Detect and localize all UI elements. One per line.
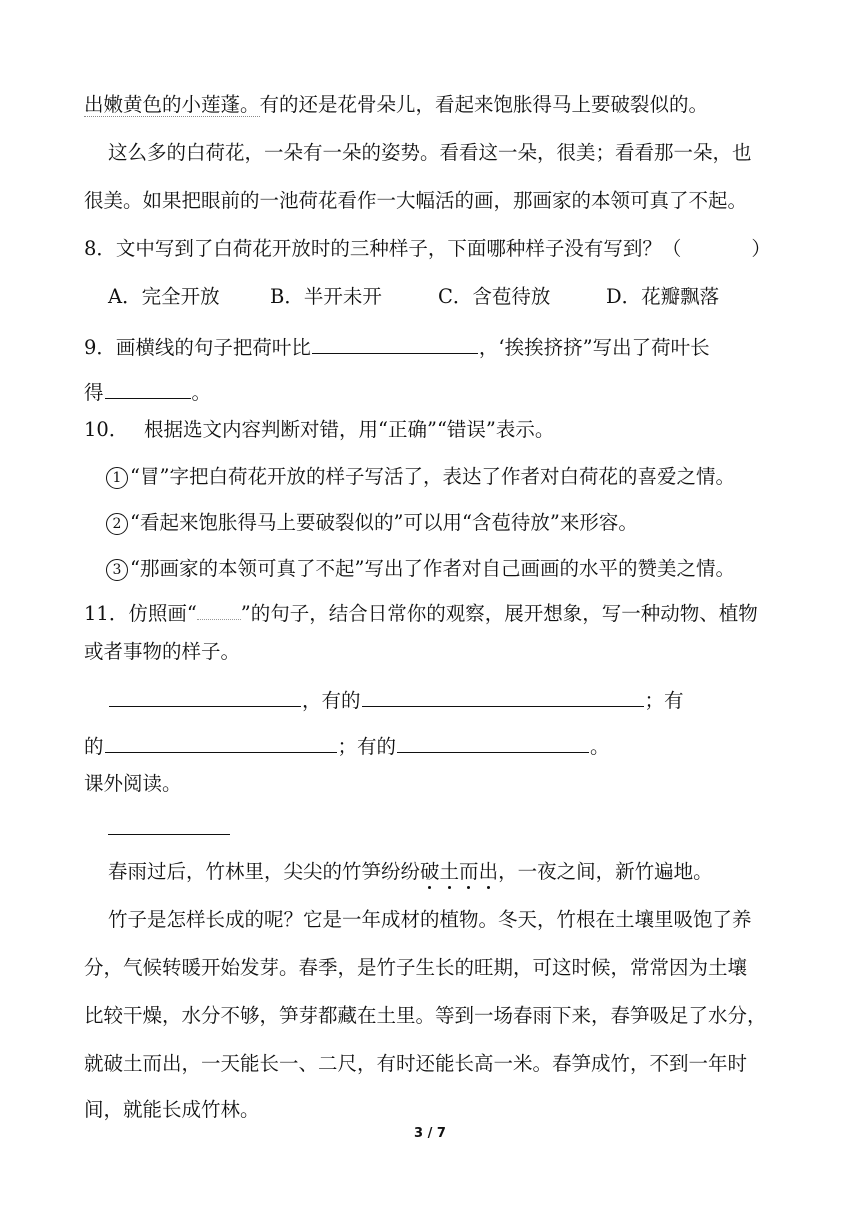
answer-blank[interactable] bbox=[109, 686, 301, 707]
question-9-text: 得 bbox=[84, 381, 104, 404]
emphasis-char: 而 bbox=[459, 860, 479, 883]
wavy-underlined-phrase: 出嫩黄色的小莲蓬。 bbox=[84, 93, 260, 116]
question-8 bbox=[84, 237, 771, 261]
fill-text: ，有的 bbox=[302, 689, 361, 712]
reading-text: 春雨过后，竹林里，尖尖的竹笋纷纷 bbox=[108, 860, 421, 883]
reading-text: ，一夜之间，新竹遍地。 bbox=[498, 860, 713, 883]
question-10-text: 根据选文内容判断对错，用“正确”“错误”表示。 bbox=[144, 418, 555, 441]
judgement-item-3 bbox=[106, 557, 735, 581]
question-8-options bbox=[108, 285, 719, 309]
answer-blank[interactable] bbox=[312, 333, 478, 354]
judgement-text: “看起来饱胀得马上要破裂似的”可以用“含苞待放”来形容。 bbox=[130, 511, 638, 534]
answer-blank[interactable] bbox=[362, 686, 644, 707]
fill-text: 。 bbox=[590, 735, 610, 758]
question-8-text: 8．文中写到了白荷花开放时的三种样子，下面哪种样子没有写到？（ bbox=[84, 237, 682, 260]
passage-line bbox=[84, 93, 708, 117]
question-9-text: 。 bbox=[191, 381, 212, 404]
page-number: 3 / 7 bbox=[414, 1126, 446, 1141]
fill-text: ；有的 bbox=[337, 735, 397, 758]
circled-number: 2 bbox=[106, 513, 128, 535]
answer-blank[interactable] bbox=[105, 732, 337, 753]
reading-para-1 bbox=[108, 860, 713, 884]
emphasis-char: 破 bbox=[420, 860, 440, 883]
reading-line: 就破土而出，一天能长一、二尺，有时还能长高一米。春笋成竹，不到一年时 bbox=[84, 1052, 748, 1075]
wavy-blank bbox=[197, 603, 241, 620]
emphasis-char: 土 bbox=[439, 860, 460, 883]
circled-number: 1 bbox=[106, 467, 128, 489]
passage-line: 这么多的白荷花，一朵有一朵的姿势。看看这一朵，很美；看看那一朵，也 bbox=[108, 141, 752, 164]
question-9-text: ，‘挨挨挤挤”写出了荷叶长 bbox=[478, 336, 710, 359]
paren-close: ） bbox=[751, 237, 771, 260]
reading-line: 竹子是怎样长成的呢？它是一年成材的植物。冬天，竹根在土壤里吸饱了养 bbox=[108, 908, 752, 931]
judgement-text: “那画家的本领可真了不起”写出了作者对自己画画的水平的赞美之情。 bbox=[130, 557, 735, 580]
section-heading: 课外阅读。 bbox=[84, 772, 182, 795]
fill-text: 的 bbox=[84, 735, 104, 758]
option-b[interactable]: B．半开未开 bbox=[270, 285, 382, 308]
passage-line: 很美。如果把眼前的一池荷花看作一大幅活的画，那画家的本领可真了不起。 bbox=[84, 189, 748, 212]
option-c[interactable]: C．含苞待放 bbox=[438, 285, 551, 308]
question-11-line2: 或者事物的样子。 bbox=[84, 640, 241, 663]
question-11 bbox=[84, 602, 758, 626]
answer-blank[interactable] bbox=[105, 378, 191, 399]
emphasis-char: 出 bbox=[478, 860, 499, 883]
judgement-item-1 bbox=[106, 465, 735, 489]
question-11-text: ”的句子，结合日常你的观察，展开想象，写一种动物、植物 bbox=[240, 602, 758, 625]
reading-line: 比较干燥，水分不够，笋芽都藏在土里。等到一场春雨下来，春笋吸足了水分， bbox=[84, 1004, 767, 1027]
fill-line-2 bbox=[84, 732, 610, 759]
fill-text: ；有 bbox=[644, 689, 684, 712]
option-a[interactable]: A．完全开放 bbox=[108, 285, 220, 308]
reading-line: 间，就能长成竹林。 bbox=[84, 1098, 260, 1121]
title-blank-line[interactable] bbox=[108, 834, 230, 835]
judgement-item-2 bbox=[106, 511, 638, 535]
question-9-line2 bbox=[84, 378, 211, 405]
passage-text: 有的还是花骨朵儿，看起来饱胀得马上要破裂似的。 bbox=[259, 93, 709, 116]
fill-line-1 bbox=[108, 686, 684, 713]
question-10 bbox=[84, 418, 554, 442]
question-9 bbox=[84, 333, 710, 360]
judgement-text: “冒”字把白荷花开放的样子写活了，表达了作者对白荷花的喜爱之情。 bbox=[130, 465, 735, 488]
answer-blank[interactable] bbox=[397, 732, 589, 753]
question-9-text: 9．画横线的句子把荷叶比 bbox=[84, 336, 311, 359]
question-11-text: 11．仿照画“ bbox=[84, 602, 197, 625]
circled-number: 3 bbox=[106, 559, 128, 581]
question-10-number: 10． bbox=[84, 418, 129, 441]
reading-line: 分，气候转暖开始发芽。春季，是竹子生长的旺期，可这时候，常常因为土壤 bbox=[84, 956, 748, 979]
option-d[interactable]: D．花瓣飘落 bbox=[606, 285, 720, 308]
